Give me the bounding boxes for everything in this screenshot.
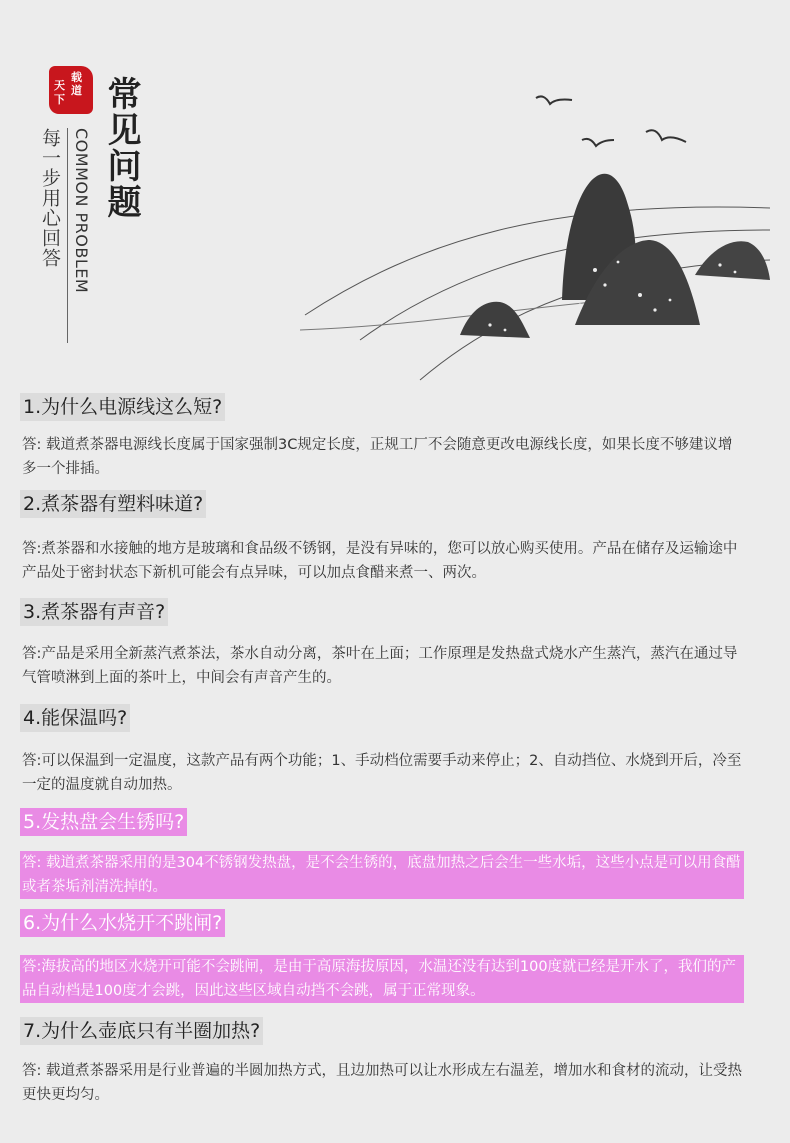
seal-char: 下 (54, 93, 65, 106)
seal-char: 天 (54, 79, 65, 92)
faq-question: 6.为什么水烧开不跳闸? (20, 909, 225, 937)
faq-answer: 答: 载道煮茶器采用的是304不锈钢发热盘，是不会生锈的，底盘加热之后会生一些水垢，这些小点是可以用食醋或者茶垢剂清洗掉的。 (20, 851, 744, 899)
faq-question: 2.煮茶器有塑料味道? (20, 490, 206, 518)
ink-mountain-illustration (300, 90, 780, 385)
faq-item-highlighted (20, 909, 740, 999)
faq-answer: 答: 载道煮茶器电源线长度属于国家强制3C规定长度，正规工厂不会随意更改电源线长度，如果长度不够建议增多一个排插。 (22, 437, 733, 477)
page-title: 常见问题 (101, 76, 141, 220)
page-header (0, 0, 790, 390)
faq-item (20, 598, 740, 686)
faq-question: 5.发热盘会生锈吗? (20, 808, 187, 836)
faq-answer: 答:可以保温到一定温度，这款产品有两个功能；1、手动档位需要手动来停止；2、自动挡位、水烧到开后，冷至一定的温度就自动加热。 (22, 753, 742, 793)
faq-item (20, 1017, 742, 1103)
faq-item-highlighted (20, 808, 741, 895)
seal-char: 载 (71, 71, 82, 84)
faq-answer: 答: 载道煮茶器采用是行业普遍的半圆加热方式，且边加热可以让水形成左右温差，增加水和食材的流动，让受热更快更均匀。 (22, 1063, 742, 1103)
faq-question: 4.能保温吗? (20, 704, 130, 732)
faq-answer: 答:海拔高的地区水烧开可能不会跳闸，是由于高原海拔原因，水温还没有达到100度就已经是开水了，我们的产品自动档是100度才会跳，因此这些区域自动挡不会跳，属于正常现象。 (20, 955, 744, 1003)
faq-question: 7.为什么壶底只有半圈加热? (20, 1017, 263, 1045)
faq-item (20, 704, 742, 793)
faq-answer: 答:产品是采用全新蒸汽煮茶法，茶水自动分离，茶叶在上面；工作原理是发热盘式烧水产生蒸汽，蒸汽在通过导气管喷淋到上面的茶叶上，中间会有声音产生的。 (22, 646, 738, 686)
faq-question: 1.为什么电源线这么短? (20, 393, 225, 421)
subtitle-english: COMMON PROBLEM (72, 128, 91, 294)
faq-item (20, 490, 740, 581)
seal-char: 道 (71, 84, 82, 97)
faq-item (20, 393, 740, 477)
divider-line (67, 128, 68, 343)
faq-answer: 答:煮茶器和水接触的地方是玻璃和食品级不锈钢，是没有异味的，您可以放心购买使用。产品在储存及运输途中产品处于密封状态下新机可能会有点异味，可以加点食醋来煮一、两次。 (22, 541, 738, 581)
brand-seal-logo (49, 66, 93, 114)
faq-question: 3.煮茶器有声音? (20, 598, 168, 626)
subtitle-chinese: 每一步用心回答 (39, 128, 61, 268)
